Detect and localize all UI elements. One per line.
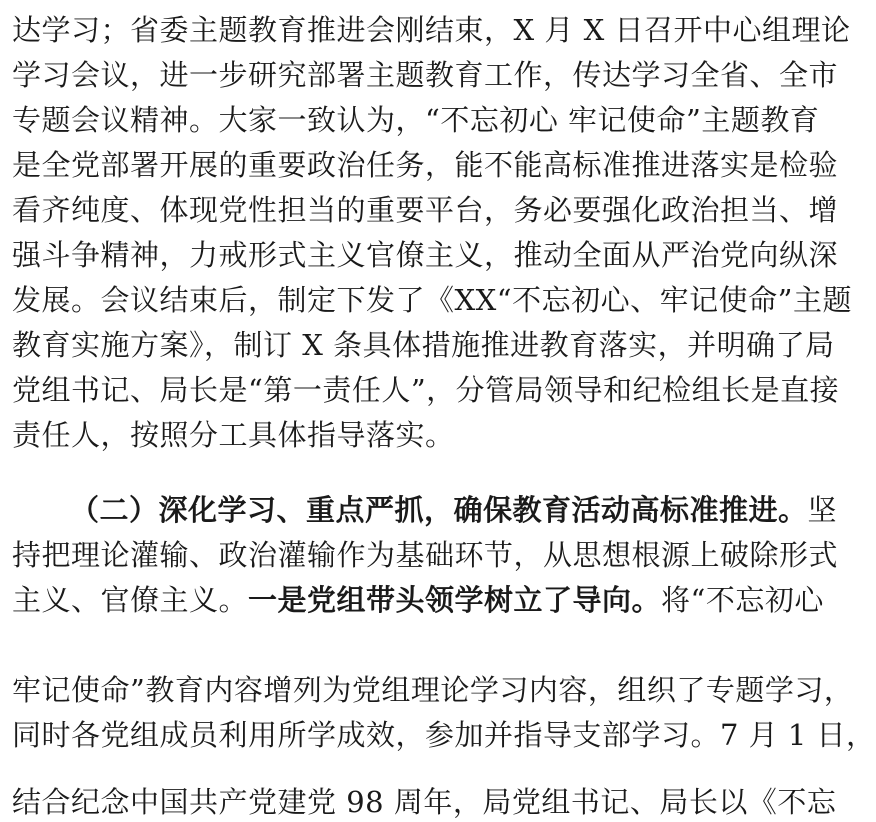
text-line-3 bbox=[12, 100, 820, 140]
text-line-1 bbox=[12, 10, 851, 50]
bold-text-run: （二）深化学习、重点严抓，确保教育活动高标准推进。 bbox=[70, 493, 808, 527]
text-line-14 bbox=[12, 670, 854, 710]
text-run: 发展。会议结束后，制定下发了《XX“不忘初心、牢记使命”主题 bbox=[12, 283, 852, 317]
text-line-6 bbox=[12, 235, 839, 275]
text-run: 同时各党组成员利用所学成效，参加并指导支部学习。7 月 1 日， bbox=[12, 718, 876, 752]
text-line-9 bbox=[12, 370, 840, 410]
text-run: 专题会议精神。大家一致认为，“不忘初心 牢记使命”主题教育 bbox=[12, 103, 820, 137]
text-line-12 bbox=[12, 535, 839, 575]
text-run: 牢记使命”教育内容增列为党组理论学习内容，组织了专题学习， bbox=[12, 673, 854, 707]
text-line-4 bbox=[12, 145, 839, 185]
text-run: 强斗争精神，力戒形式主义官僚主义，推动全面从严治党向纵深 bbox=[12, 238, 839, 272]
text-run: 教育实施方案》，制订 X 条具体措施推进教育落实，并明确了局 bbox=[12, 328, 835, 362]
text-run: 是全党部署开展的重要政治任务，能不能高标准推进落实是检验 bbox=[12, 148, 839, 182]
text-run: 看齐纯度、体现党性担当的重要平台，务必要强化政治担当、增 bbox=[12, 193, 839, 227]
bold-text-run: 一是党组带头领学树立了导向。 bbox=[248, 583, 662, 617]
text-run: 坚 bbox=[807, 493, 838, 527]
text-line-8 bbox=[12, 325, 835, 365]
text-line-7 bbox=[12, 280, 852, 320]
text-line-16-partial bbox=[12, 782, 837, 819]
text-run: 主义、官僚主义。 bbox=[12, 583, 249, 617]
text-run: 学习会议，进一步研究部署主题教育工作，传达学习全省、全市 bbox=[12, 58, 839, 92]
text-run: 党组书记、局长是“第一责任人”，分管局领导和纪检组长是直接 bbox=[12, 373, 840, 407]
text-run: 将“不忘初心 bbox=[661, 583, 824, 617]
text-run: 责任人，按照分工具体指导落实。 bbox=[12, 418, 455, 452]
text-run: 持把理论灌输、政治灌输作为基础环节，从思想根源上破除形式 bbox=[12, 538, 839, 572]
text-run: 达学习；省委主题教育推进会刚结束，X 月 X 日召开中心组理论 bbox=[12, 13, 851, 47]
text-line-5 bbox=[12, 190, 839, 230]
text-line-15 bbox=[12, 715, 876, 755]
text-run: 结合纪念中国共产党建党 98 周年，局党组书记、局长以《不忘 bbox=[12, 785, 837, 819]
text-line-2 bbox=[12, 55, 839, 95]
text-line-13 bbox=[12, 580, 824, 620]
section-heading-line bbox=[70, 490, 838, 530]
text-line-10 bbox=[12, 415, 455, 455]
